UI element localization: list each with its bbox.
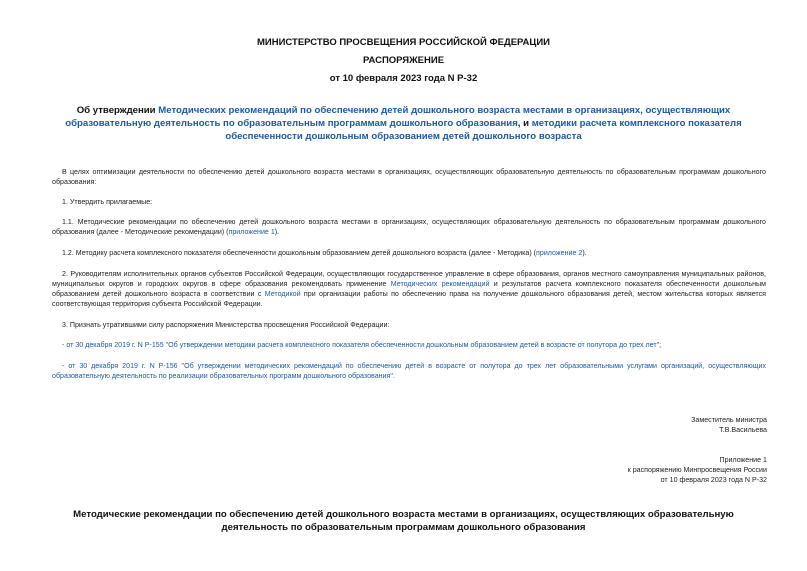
item-1-1-end: ). [274, 228, 280, 236]
appendix-2-link[interactable]: приложение 2 [536, 249, 583, 257]
document-date-number: от 10 февраля 2023 года N Р-32 [329, 73, 478, 84]
appendix-1-link[interactable]: приложение 1 [228, 228, 275, 236]
signature-block [691, 415, 767, 435]
item-2-text-a: 2. Руководителям исполнительных органов субъектов Российской Федерации, осуществляющих государственное управление в сфере образования, органов местного самоуправления муниципальных районов, муниципальных округов и городских округов в сфере образования рекомендовать применение [52, 270, 766, 288]
appendix-reference: к распоряжению Минпросвещения России [627, 466, 767, 474]
recommendations-link[interactable]: Методических рекомендаций [390, 280, 490, 288]
signatory-name: Т.В.Васильева [719, 426, 767, 434]
document-type: РАСПОРЯЖЕНИЕ [362, 55, 445, 66]
item-2-text-b: и результатов расчета комплексного показателя обеспеченности дошкольным образованием детей дошкольного возраста в соответствии с [52, 280, 766, 298]
item-1-2 [52, 248, 766, 258]
item-1-2-text: 1.2. Методику расчета комплексного показателя обеспеченности дошкольным образованием детей дошкольного возраста (далее - Методика) ( [62, 249, 537, 257]
item-2-text-c: при организации работы по обеспечению права на получение дошкольного образования детей, местом жительства которых является соответствующая территория субъекта Российской Федерации. [52, 290, 766, 308]
title-prefix: Об утверждении [76, 105, 159, 116]
repeal-link-2[interactable]: - от 30 декабря 2019 г. N Р-156 "Об утверждении методических рекомендаций по обеспечению детей в возрасте от полутора до трех лет образовательными услугами организаций, осуществляющих образовательную деятельность по реализации образовательных программ дошкольного образования". [52, 362, 766, 380]
intro-paragraph: В целях оптимизации деятельности по обеспечению детей дошкольного возраста местами в организациях, осуществляющих образовательную деятельность по образовательным программам дошкольного образования: [52, 168, 766, 186]
appendix-date: от 10 февраля 2023 года N Р-32 [660, 476, 767, 484]
title-link-methodology[interactable]: методики расчета комплексного показателя обеспеченности дошкольным образованием детей дошкольного возраста [225, 118, 742, 142]
item-2 [52, 269, 766, 309]
item-1-1-text: 1.1. Методические рекомендации по обеспечению детей дошкольного возраста местами в организациях, осуществляющих образовательную деятельность по образовательным программам дошкольного образования (далее - Методические рекомендации) ( [52, 218, 766, 236]
appendix-label: Приложение 1 [719, 456, 767, 464]
item-3: 3. Признать утратившими силу распоряжения Министерства просвещения Российской Федерации: [62, 321, 390, 329]
repeal-item-2 [52, 361, 766, 381]
item-1-2-end: ). [582, 249, 587, 257]
item-1-1 [52, 217, 766, 237]
appendix-header [628, 455, 767, 485]
title-middle: , и [517, 118, 532, 129]
signatory-position: Заместитель министра [691, 416, 767, 424]
appendix-title: Методические рекомендации по обеспечению детей дошкольного возраста местами в организациях, осуществляющих образовательную деятельность по образовательным программам дошкольного образования [73, 509, 734, 533]
title-link-recommendations[interactable]: Методических рекомендаций по обеспечению детей дошкольного возраста местами в организациях, осуществляющих образовательную деятельность по образовательным программам дошкольного образования [65, 105, 731, 129]
item-1: 1. Утвердить прилагаемые: [62, 198, 153, 206]
document-title [48, 104, 759, 143]
ministry-heading: МИНИСТЕРСТВО ПРОСВЕЩЕНИЯ РОССИЙСКОЙ ФЕДЕРАЦИИ [256, 37, 551, 48]
repeal-link-1[interactable]: - от 30 декабря 2019 г. N Р-155 "Об утверждении методики расчета комплексного показателя обеспеченности дошкольным образованием детей в возрасте от полутора до трех лет"; [62, 341, 662, 349]
methodology-link[interactable]: Методикой [264, 290, 301, 298]
repeal-item-1 [52, 340, 766, 350]
